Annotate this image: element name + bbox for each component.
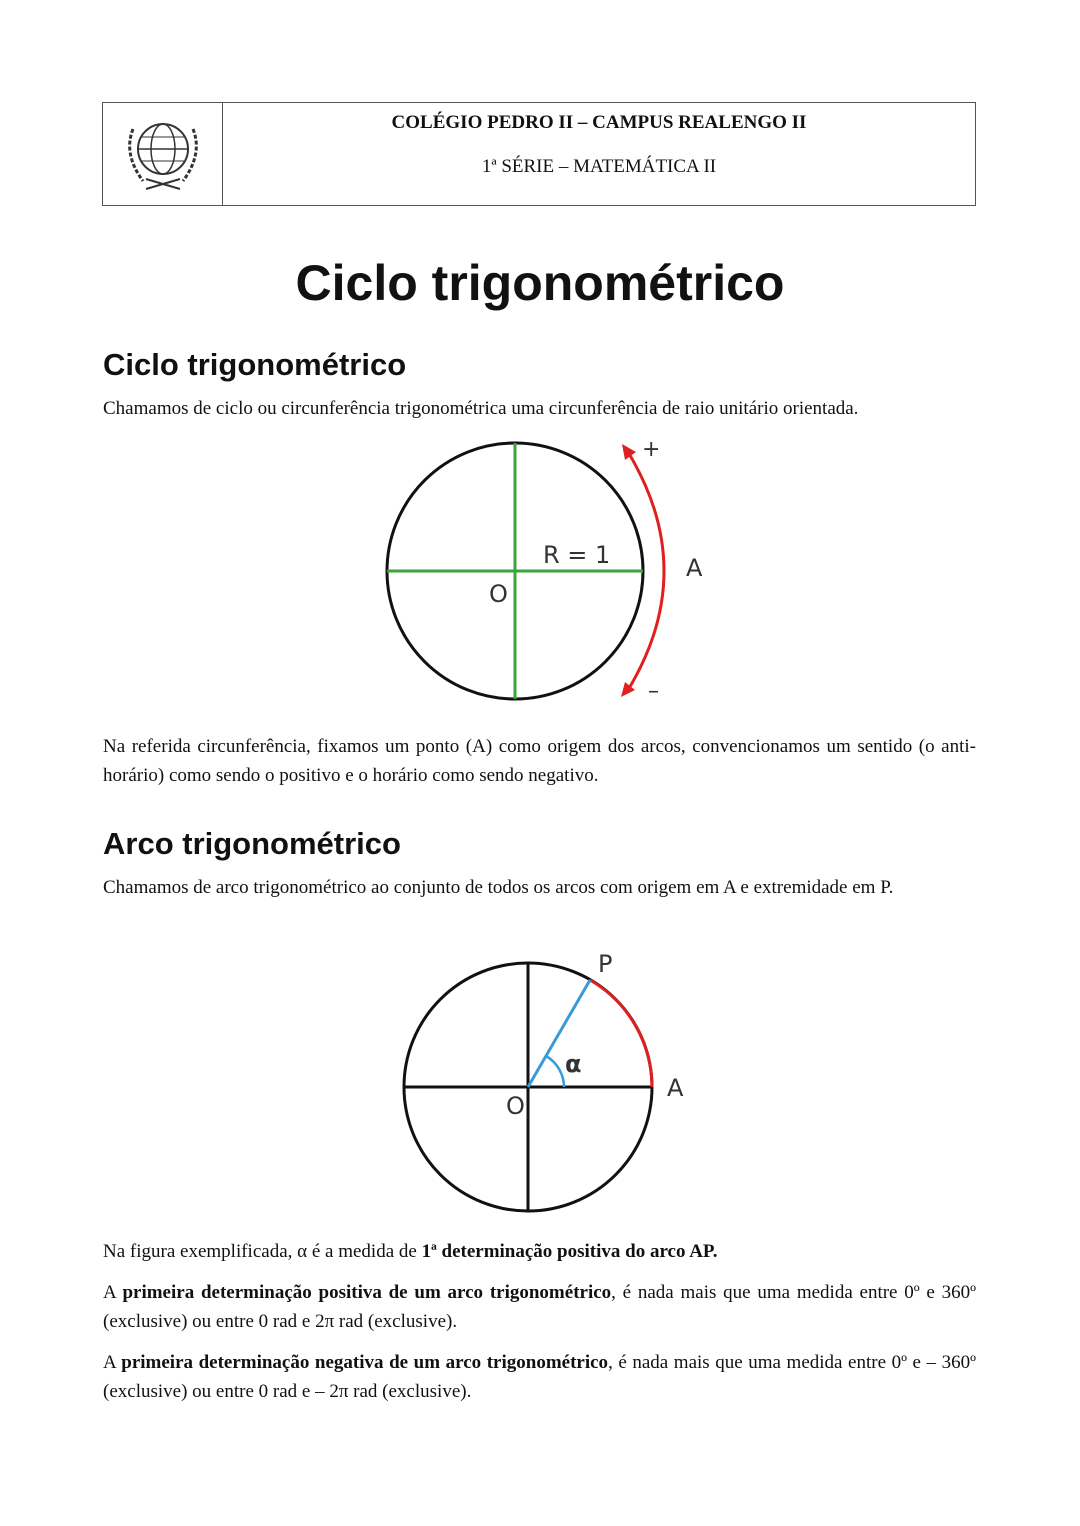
text: , é nada mais que uma medida entre 0º e – 360º (exclusive) ou entre 0 rad e – 2π rad (exclusive).: [103, 1352, 976, 1402]
radius-label: R = 1: [543, 541, 611, 569]
bold-text: primeira determinação negativa de um arco trigonométrico: [121, 1352, 609, 1373]
section-heading-ciclo: Ciclo trigonométrico: [103, 347, 407, 382]
paragraph-positive: [103, 1278, 976, 1336]
alpha-label: α: [565, 1050, 582, 1078]
text: , é nada mais que uma medida entre 0º e 360º (exclusive) ou entre 0 rad e 2π rad (exclusive).: [103, 1282, 976, 1332]
ciclo-intro: Chamamos de ciclo ou circunferência trigonométrica uma circunferência de raio unitário orientada.: [103, 398, 859, 419]
origin-label: O: [489, 580, 508, 608]
unit-circle-figure: [387, 437, 703, 704]
o-label: O: [506, 1092, 525, 1120]
text: Na figura exemplificada, α é a medida de: [103, 1241, 422, 1262]
arrow-up-icon: [622, 444, 636, 460]
ciclo-text: Na referida circunferência, fixamos um ponto (A) como origem dos arcos, convencionamos um sentido (o anti-horário) como sendo o positivo e o horário como sendo negativo.: [103, 736, 976, 786]
paragraph-alpha: [103, 1237, 976, 1266]
page-title: Ciclo trigonométrico: [295, 255, 785, 311]
text: A: [103, 1282, 123, 1303]
bold-text: primeira determinação positiva de um arco trigonométrico: [122, 1282, 612, 1303]
arc-ap: [590, 980, 652, 1087]
school-name: COLÉGIO PEDRO II – CAMPUS REALENGO II: [391, 112, 807, 133]
minus-label: –: [648, 679, 659, 704]
section-heading-arco: Arco trigonométrico: [103, 826, 401, 861]
point-a-label: A: [686, 554, 703, 582]
p-label: P: [598, 950, 613, 978]
angle-arc: [546, 1056, 564, 1087]
bold-text: 1ª determinação positiva do arco AP.: [421, 1241, 718, 1262]
course-name: 1ª SÉRIE – MATEMÁTICA II: [481, 156, 717, 177]
plus-label: +: [642, 437, 661, 462]
text: A: [103, 1352, 122, 1373]
a-label: A: [667, 1074, 684, 1102]
paragraph-negative: [103, 1348, 976, 1406]
arco-intro: Chamamos de arco trigonométrico ao conjunto de todos os arcos com origem em A e extremidade em P.: [103, 877, 894, 898]
arc-figure: [404, 950, 684, 1211]
